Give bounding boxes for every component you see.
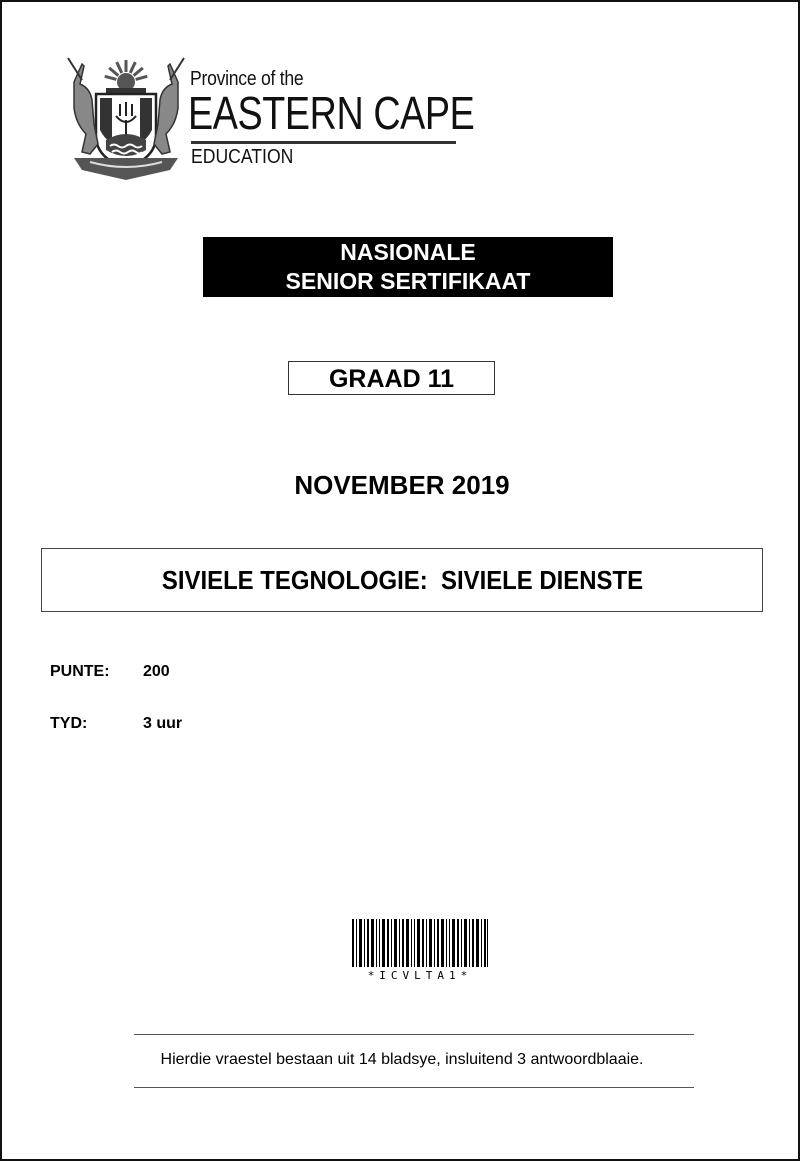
subject-title-box bbox=[41, 548, 763, 612]
time-value: 3 uur bbox=[143, 715, 183, 732]
marks-row bbox=[50, 662, 170, 682]
time-row bbox=[50, 714, 182, 734]
logo-province-text: Province of the bbox=[190, 68, 304, 90]
banner-line-2: SENIOR SERTIFIKAAT bbox=[285, 268, 531, 294]
barcode bbox=[350, 919, 490, 983]
barcode-icon bbox=[350, 919, 490, 967]
footer-divider-bottom bbox=[134, 1087, 694, 1088]
exam-date: NOVEMBER 2019 bbox=[294, 470, 510, 500]
footer-divider-top bbox=[134, 1034, 694, 1035]
barcode-text: *ICVLTA1* bbox=[367, 969, 473, 982]
grade-label: GRAAD 11 bbox=[288, 361, 495, 395]
subject-title: SIVIELE TEGNOLOGIE: SIVIELE DIENSTE bbox=[161, 565, 643, 595]
coat-of-arms-icon bbox=[60, 54, 192, 182]
marks-label: PUNTE: bbox=[50, 663, 110, 680]
marks-value: 200 bbox=[143, 663, 170, 680]
logo-divider bbox=[191, 141, 456, 144]
logo-eastern-cape-text: EASTERN CAPE bbox=[188, 87, 475, 139]
certificate-banner bbox=[203, 237, 613, 297]
banner-line-1: NASIONALE bbox=[340, 239, 476, 265]
page-count-note: Hierdie vraestel bestaan uit 14 bladsye, insluitend 3 antwoordblaaie. bbox=[160, 1051, 644, 1068]
logo-education-text: EDUCATION bbox=[191, 146, 294, 168]
time-label: TYD: bbox=[50, 715, 88, 732]
department-logo bbox=[60, 54, 475, 184]
